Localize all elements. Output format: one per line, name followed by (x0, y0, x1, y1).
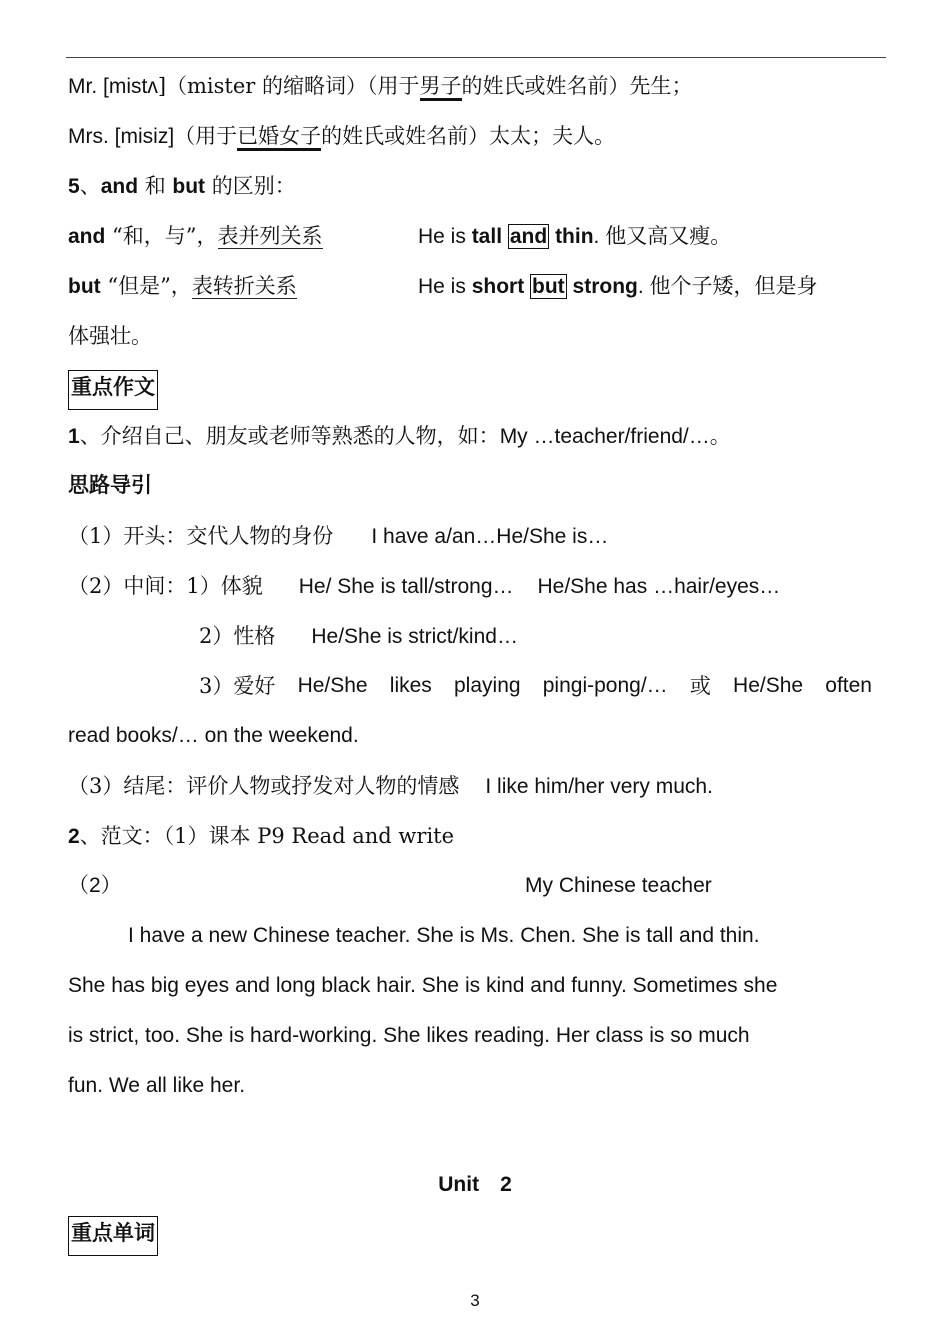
guide-heading: 思路导引 (68, 474, 152, 497)
essay-line-2: She has big eyes and long black hair. She is kind and funny. Sometimes she (68, 974, 778, 997)
task-1: 1、介绍自己、朋友或老师等熟悉的人物，如：My …teacher/friend/…。 (68, 424, 731, 448)
writing-heading: 重点作文 (68, 370, 158, 410)
relation-contrast: 表转折关系 (191, 274, 297, 298)
underlined-men: 男子 (420, 74, 462, 101)
underlined-married-women: 已婚女子 (237, 124, 321, 151)
boxed-and: and (509, 225, 548, 248)
words-heading: 重点单词 (68, 1216, 158, 1256)
section-5-title: 5、and 和 but 的区别： (68, 174, 296, 198)
relation-parallel: 表并列关系 (217, 224, 323, 248)
guide-middle-appearance: （2）中间：1）体貌 He/ She is tall/strong… He/She has …hair/eyes… (68, 574, 781, 598)
essay-line-4: fun. We all like her. (68, 1074, 246, 1097)
guide-middle-hobby: 3）爱好 He/She likes playing pingi-pong/… 或 He/She often (199, 674, 872, 698)
but-example: He is short but strong. 他个子矮，但是身 (418, 274, 818, 298)
vocab-mr: Mr. [mistʌ]（mister 的缩略词）（用于男子的姓氏或姓名前）先生； (68, 71, 693, 101)
task-2-sub: （2） (68, 874, 122, 897)
header-rule (66, 57, 886, 58)
unit-title: Unit 2 (438, 1173, 512, 1196)
guide-hobby-continued: read books/… on the weekend. (68, 724, 359, 747)
page-number: 3 (470, 1291, 480, 1310)
essay-line-1: I have a new Chinese teacher. She is Ms. Chen. She is tall and thin. (128, 924, 760, 947)
guide-middle-character: 2）性格 He/She is strict/kind… (199, 624, 518, 648)
guide-ending: （3）结尾：评价人物或抒发对人物的情感 I like him/her very much. (68, 774, 713, 798)
essay-title: My Chinese teacher (525, 874, 712, 897)
guide-opening: （1）开头：交代人物的身份 I have a/an…He/She is… (68, 524, 609, 548)
and-example: He is tall and thin. 他又高又瘦。 (418, 224, 732, 248)
essay-line-3: is strict, too. She is hard-working. She likes reading. Her class is so much (68, 1024, 750, 1047)
but-definition: but “但是”，表转折关系 (68, 274, 297, 298)
task-2: 2、范文：（1）课本 P9 Read and write (68, 824, 455, 848)
and-definition: and “和，与”，表并列关系 (68, 224, 323, 248)
phonetic-symbol: ʌ (147, 75, 158, 98)
but-example-continued: 体强壮。 (68, 324, 152, 348)
vocab-mrs: Mrs. [misiz]（用于已婚女子的姓氏或姓名前）太太；夫人。 (68, 121, 615, 151)
boxed-but: but (532, 275, 565, 298)
